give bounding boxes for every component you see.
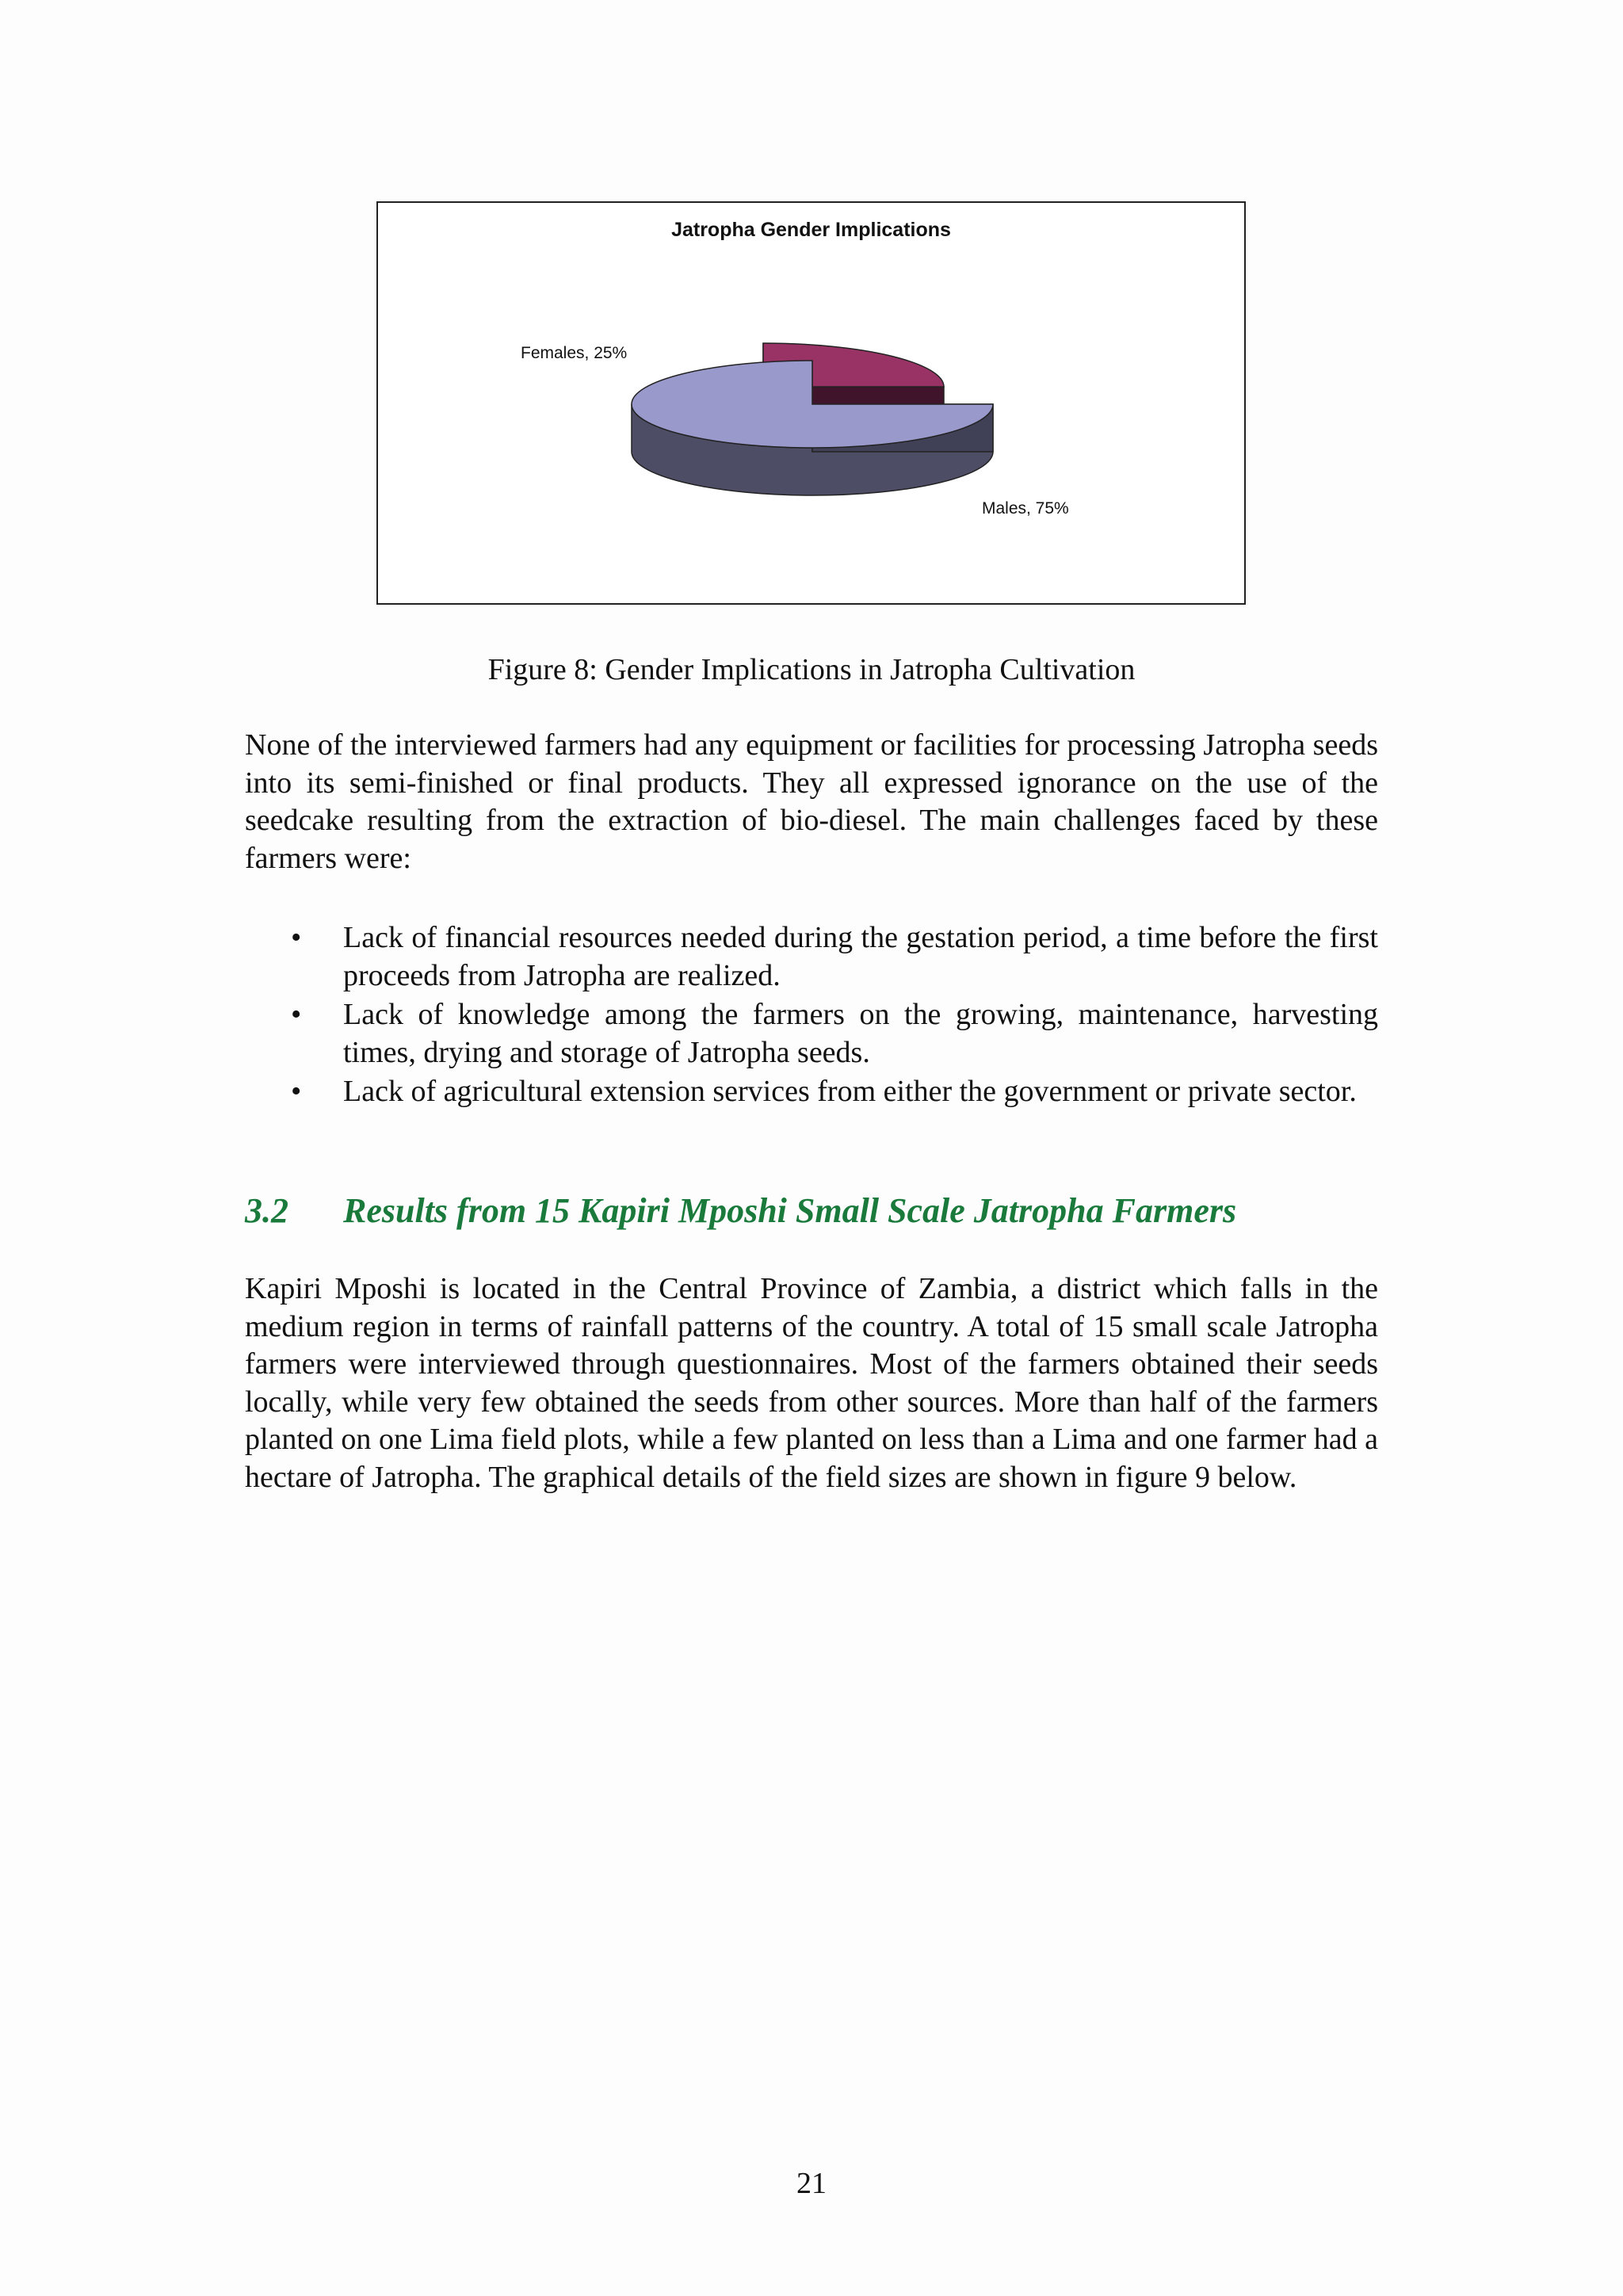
bullet-icon: • (291, 998, 302, 1031)
figure-caption: Figure 8: Gender Implications in Jatropha Cultivation (487, 653, 1136, 686)
pie-slice-males (632, 361, 993, 448)
bullet-icon: • (291, 921, 302, 954)
section-number: 3.2 (245, 1191, 288, 1230)
chart-title: Jatropha Gender Implications (671, 219, 951, 241)
paragraph-challenges-intro: None of the interviewed farmers had any equipment or facilities for processing Jatropha seeds into its semi-finished or final products. They all expressed ignorance on the use of the seedcake resulting from the extraction of bio-diesel. The main challenges faced by these farmers were: (245, 728, 1378, 875)
list-item-text: Lack of knowledge among the farmers on the growing, maintenance, harvesting times, drying and storage of Jatropha seeds. (343, 998, 1378, 1069)
section-heading (245, 1190, 1378, 1231)
list-item (245, 919, 1378, 995)
pie-chart (378, 203, 1247, 606)
paragraph-kapiri-mposhi: Kapiri Mposhi is located in the Central Province of Zambia, a district which falls in the medium region in terms of rainfall patterns of the country. A total of 15 small scale Jatropha farmers were interviewed through questionnaires. Most of the farmers obtained their seeds locally, while very few obtained the seeds from other sources. More than half of the farmers planted on one Lima field plots, while a few planted on less than a Lima and one farmer had a hectare of Jatropha. The graphical details of the field sizes are shown in figure 9 below. (245, 1272, 1378, 1494)
pie-chart-figure (376, 201, 1246, 605)
bullet-icon: • (291, 1075, 302, 1108)
page-number: 21 (796, 2167, 827, 2200)
list-item-text: Lack of financial resources needed during the gestation period, a time before the first proceeds from Jatropha are realized. (343, 921, 1378, 992)
list-item-text: Lack of agricultural extension services from either the government or private sector. (343, 1075, 1357, 1108)
pie-label-males: Males, 75% (982, 499, 1069, 518)
list-item (245, 996, 1378, 1072)
list-item (245, 1073, 1378, 1111)
pie-label-females: Females, 25% (521, 344, 628, 362)
challenges-list (245, 919, 1378, 1113)
section-title: Results from 15 Kapiri Mposhi Small Scale Jatropha Farmers (343, 1191, 1237, 1230)
